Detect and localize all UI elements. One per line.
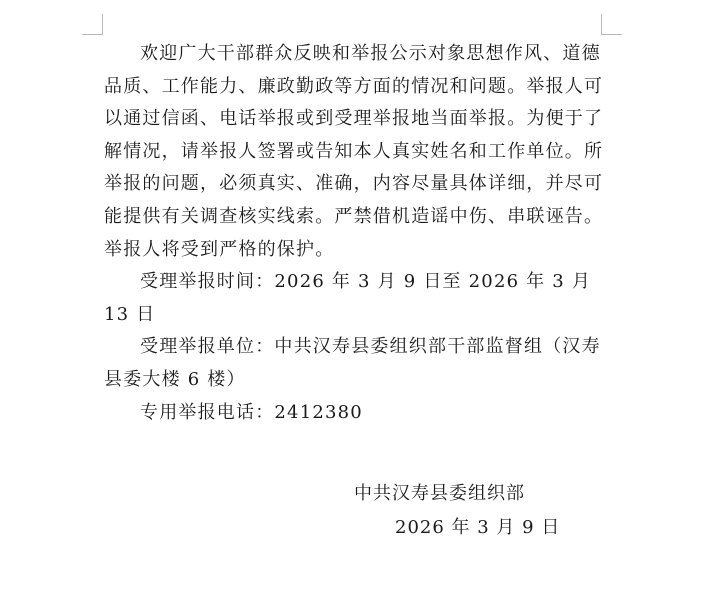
crop-mark-top-right xyxy=(601,14,622,35)
signature-organization: 中共汉寿县委组织部 xyxy=(354,483,525,504)
report-phone-line: 专用举报电话：2412380 xyxy=(140,401,363,423)
notice-body xyxy=(104,38,604,429)
crop-mark-top-left xyxy=(82,14,103,35)
report-unit-line: 受理举报单位：中共汉寿县委组织部干部监督组（汉寿县委大楼 6 楼） xyxy=(104,336,601,390)
body-paragraph: 欢迎广大干部群众反映和举报公示对象思想作风、道德品质、工作能力、廉政勤政等方面的情况和问题。举报人可以通过信函、电话举报或到受理举报地当面举报。为便于了解情况，请举报人签署或告知本人真实姓名和工作单位。所举报的问题，必须真实、准确，内容尽量具体详细，并尽可能提供有关调查核实线索。严禁借机造谣中伤、串联诬告。举报人将受到严格的保护。 xyxy=(104,43,604,260)
signature-date: 2026 年 3 月 9 日 xyxy=(395,517,561,538)
report-time-line: 受理举报时间：2026 年 3 月 9 日至 2026 年 3 月 13 日 xyxy=(104,271,592,325)
